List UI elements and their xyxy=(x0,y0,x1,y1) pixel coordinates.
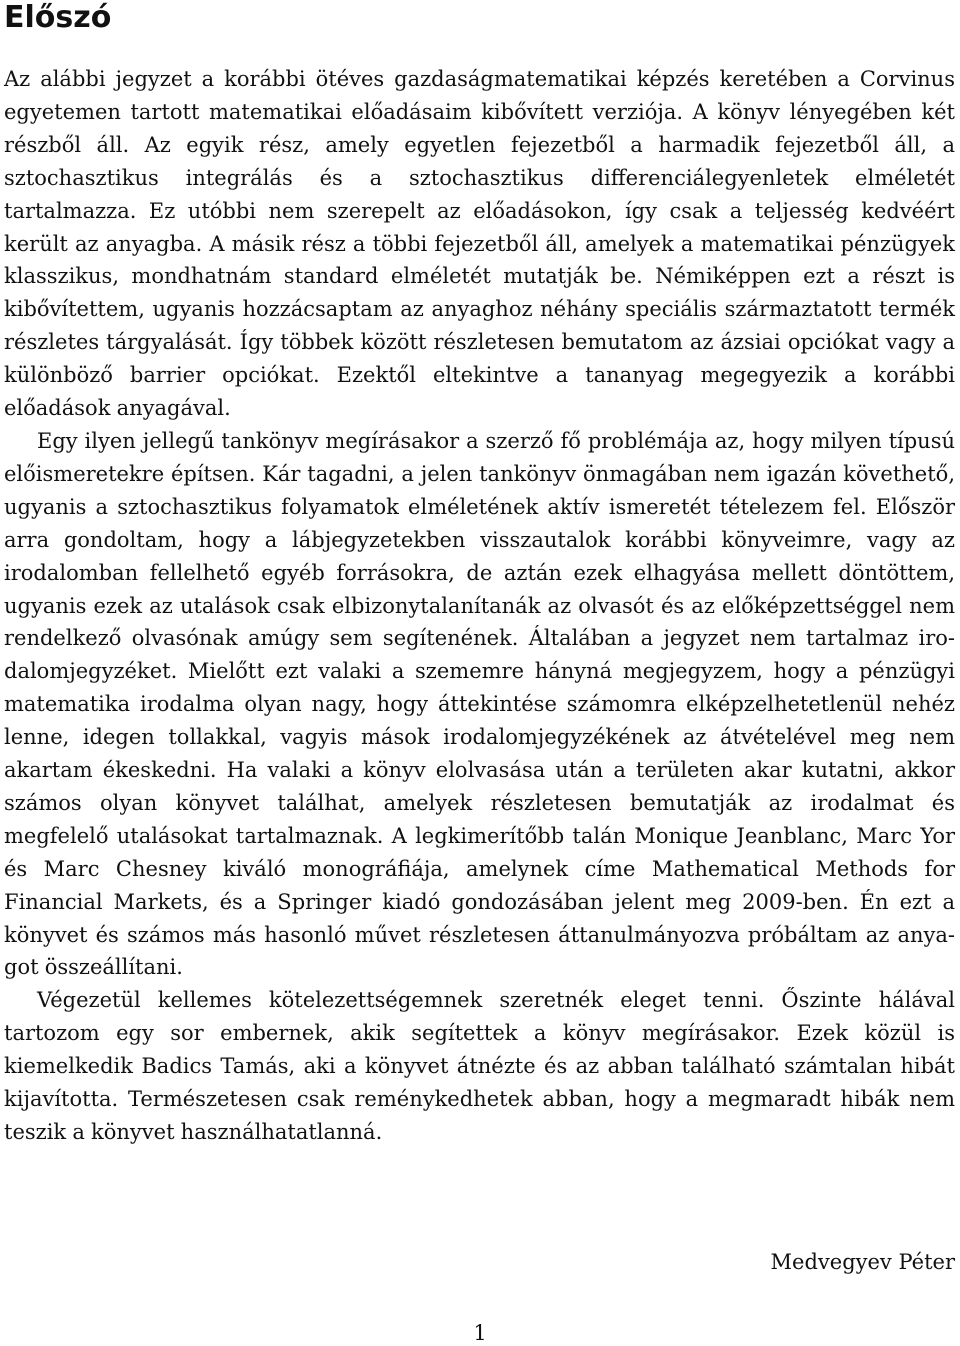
page-title: Előszó xyxy=(4,0,112,35)
paragraph-1: Az alábbi jegyzet a korábbi ötéves gazdaságmatematikai képzés keretében a Corvinus egyetemen tartott matematikai előadásaim kibővített verziója. A könyv lényegében két részből áll. Az egyik rész, amely egyetlen fejezetből a harmadik fejezetből áll, a sztochasztikus integrálás és a sztochasztikus differenciálegyenletek elméletét tartalmazza. Ez utóbbi nem szerepelt az előadásokon, így csak a teljesség kedvéért került az anyagba. A másik rész a többi fejezetből áll, amelyek a matematikai pénzügyek klasszikus, mondhatnám standard elméletét mutatják be. Némiképpen ezt a részt is kibővítettem, ugyanis hozzácsaptam az anyaghoz néhány speciális származtatott termék részletes tárgyalását. Így többek között részletesen bemutatom az ázsiai opciókat vagy a különböző barrier opciókat. Ezektől eltekintve a tananyag megegyezik a korábbi előadások anyagával. xyxy=(4,67,955,421)
page-number: 1 xyxy=(473,1321,487,1345)
author-signature: Medvegyev Péter xyxy=(770,1250,955,1274)
preface-body xyxy=(4,63,955,1149)
paragraph-2: Egy ilyen jellegű tankönyv megírásakor a szerző fő problémája az, hogy milyen típusú előismeretekre építsen. Kár tagadni, a jelen tankönyv önmagában nem igazán követhető, ugyanis a sztochasztikus folyamatok elméletének aktív ismeretét tételezem fel. Először arra gondoltam, hogy a lábjegyzetekben visszautalok korábbi könyveimre, vagy az irodalomban fellelhető egyéb forrásokra, de aztán ezek elhagyása mellett döntöttem, ugyanis ezek az utalások csak elbizonytalanítanák az olvasót és az előképzettséggel nem rendelkező olvasónak amúgy sem segítenének. Általában a jegyzet nem tartalmaz irodalomjegyzéket. Mielőtt ezt valaki a szememre hányná megjegyzem, hogy a pénzügyi matematika irodalma olyan nagy, hogy áttekintése számomra elképzelhetetlenül nehéz lenne, idegen tollakkal, vagyis mások irodalomjegyzékének az átvételével meg nem akartam ékeskedni. Ha valaki a könyv elolvasása után a területen akar kutatni, akkor számos olyan könyvet találhat, amelyek részletesen bemutatják az irodalmat és megfelelő utalásokat tartalmaznak. A legkimerítőbb talán Monique Jeanblanc, Marc Yor és Marc Chesney kiváló monográfiája, amelynek címe Mathematical Methods for Financial Markets, és a Springer kiadó gondozásában jelent meg 2009-ben. Én ezt a könyvet és számos más hasonló művet részletesen áttanulmányozva próbáltam az anyagot összeállítani. xyxy=(4,428,955,980)
paragraph-3: Végezetül kellemes kötelezettségemnek szeretnék eleget tenni. Őszinte hálával tartozom egy sor embernek, akik segítettek a könyv megírásakor. Ezek közül is kiemelkedik Badics Tamás, aki a könyvet átnézte és az abban található számtalan hibát kijavította. Természetesen csak reménykedhetek abban, hogy a megmaradt hibák nem teszik a könyvet használhatatlanná. xyxy=(4,988,955,1144)
